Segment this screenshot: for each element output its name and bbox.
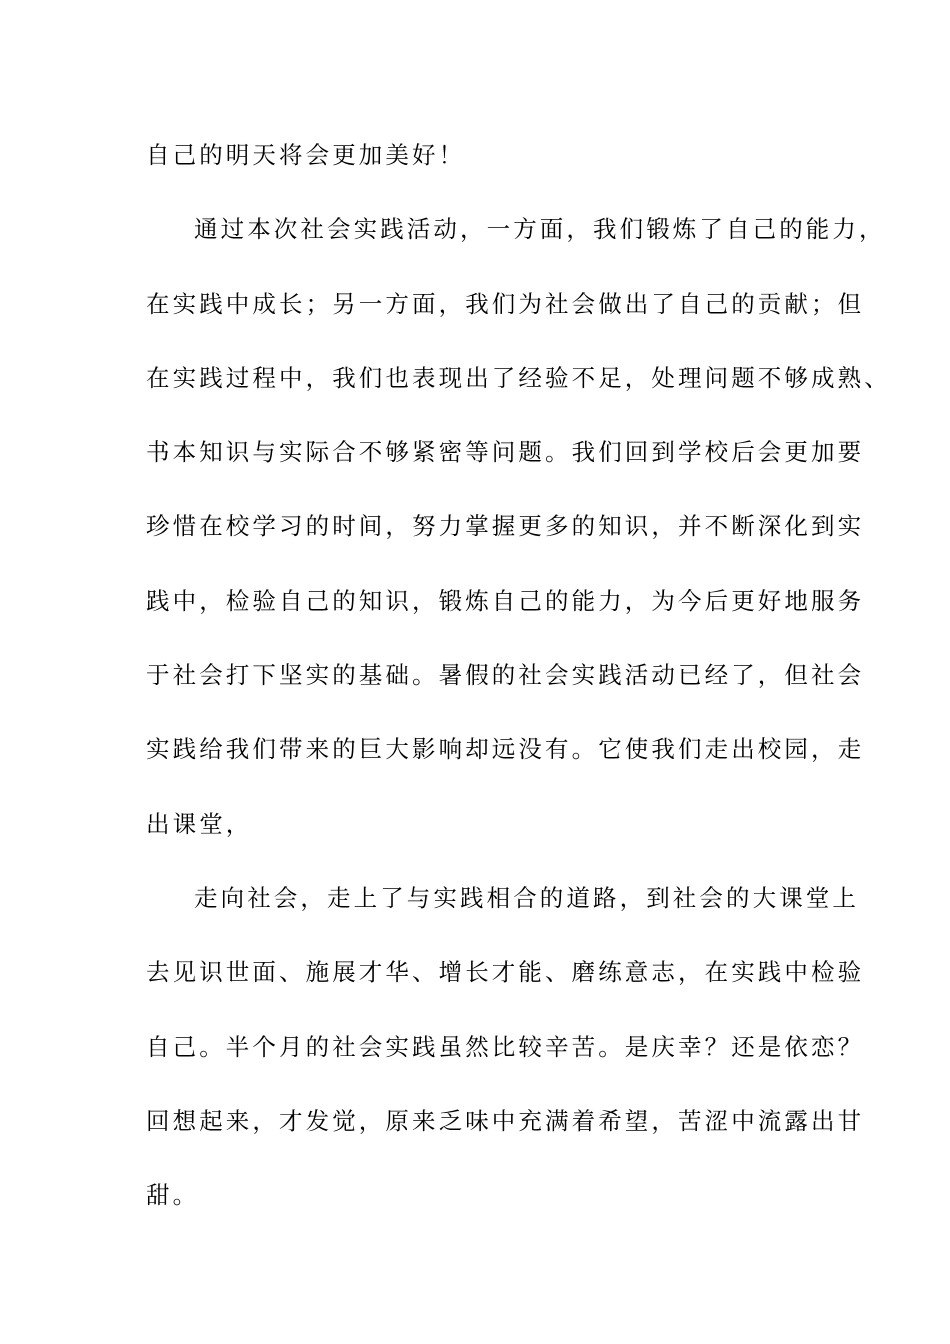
text-line-4: 在实践过程中，我们也表现出了经验不足，处理问题不够成熟、: [146, 363, 891, 392]
text-line-2: 通过本次社会实践活动，一方面，我们锻炼了自己的能力，: [194, 215, 886, 244]
text-line-9: 实践给我们带来的巨大影响却远没有。它使我们走出校园，走: [146, 735, 865, 764]
text-line-6: 珍惜在校学习的时间，努力掌握更多的知识，并不断深化到实: [146, 512, 865, 541]
text-line-12: 去见识世面、施展才华、增长才能、磨练意志，在实践中检验: [146, 958, 865, 987]
text-line-3: 在实践中成长；另一方面，我们为社会做出了自己的贡献；但: [146, 289, 865, 318]
text-line-14: 回想起来，才发觉，原来乏味中充满着希望，苦涩中流露出甘: [146, 1106, 865, 1135]
text-line-1: 自己的明天将会更加美好！: [146, 141, 466, 169]
text-line-11: 走向社会，走上了与实践相合的道路，到社会的大课堂上: [194, 883, 859, 912]
text-line-10: 出课堂，: [146, 809, 253, 838]
document-body: [146, 118, 891, 1232]
text-line-5: 书本知识与实际合不够紧密等问题。我们回到学校后会更加要: [146, 438, 865, 467]
text-line-15: 甜。: [146, 1181, 200, 1210]
text-line-8: 于社会打下坚实的基础。暑假的社会实践活动已经了，但社会: [146, 661, 865, 690]
text-line-13: 自己。半个月的社会实践虽然比较辛苦。是庆幸？还是依恋？: [146, 1032, 865, 1061]
text-line-7: 践中，检验自己的知识，锻炼自己的能力，为今后更好地服务: [146, 586, 865, 615]
